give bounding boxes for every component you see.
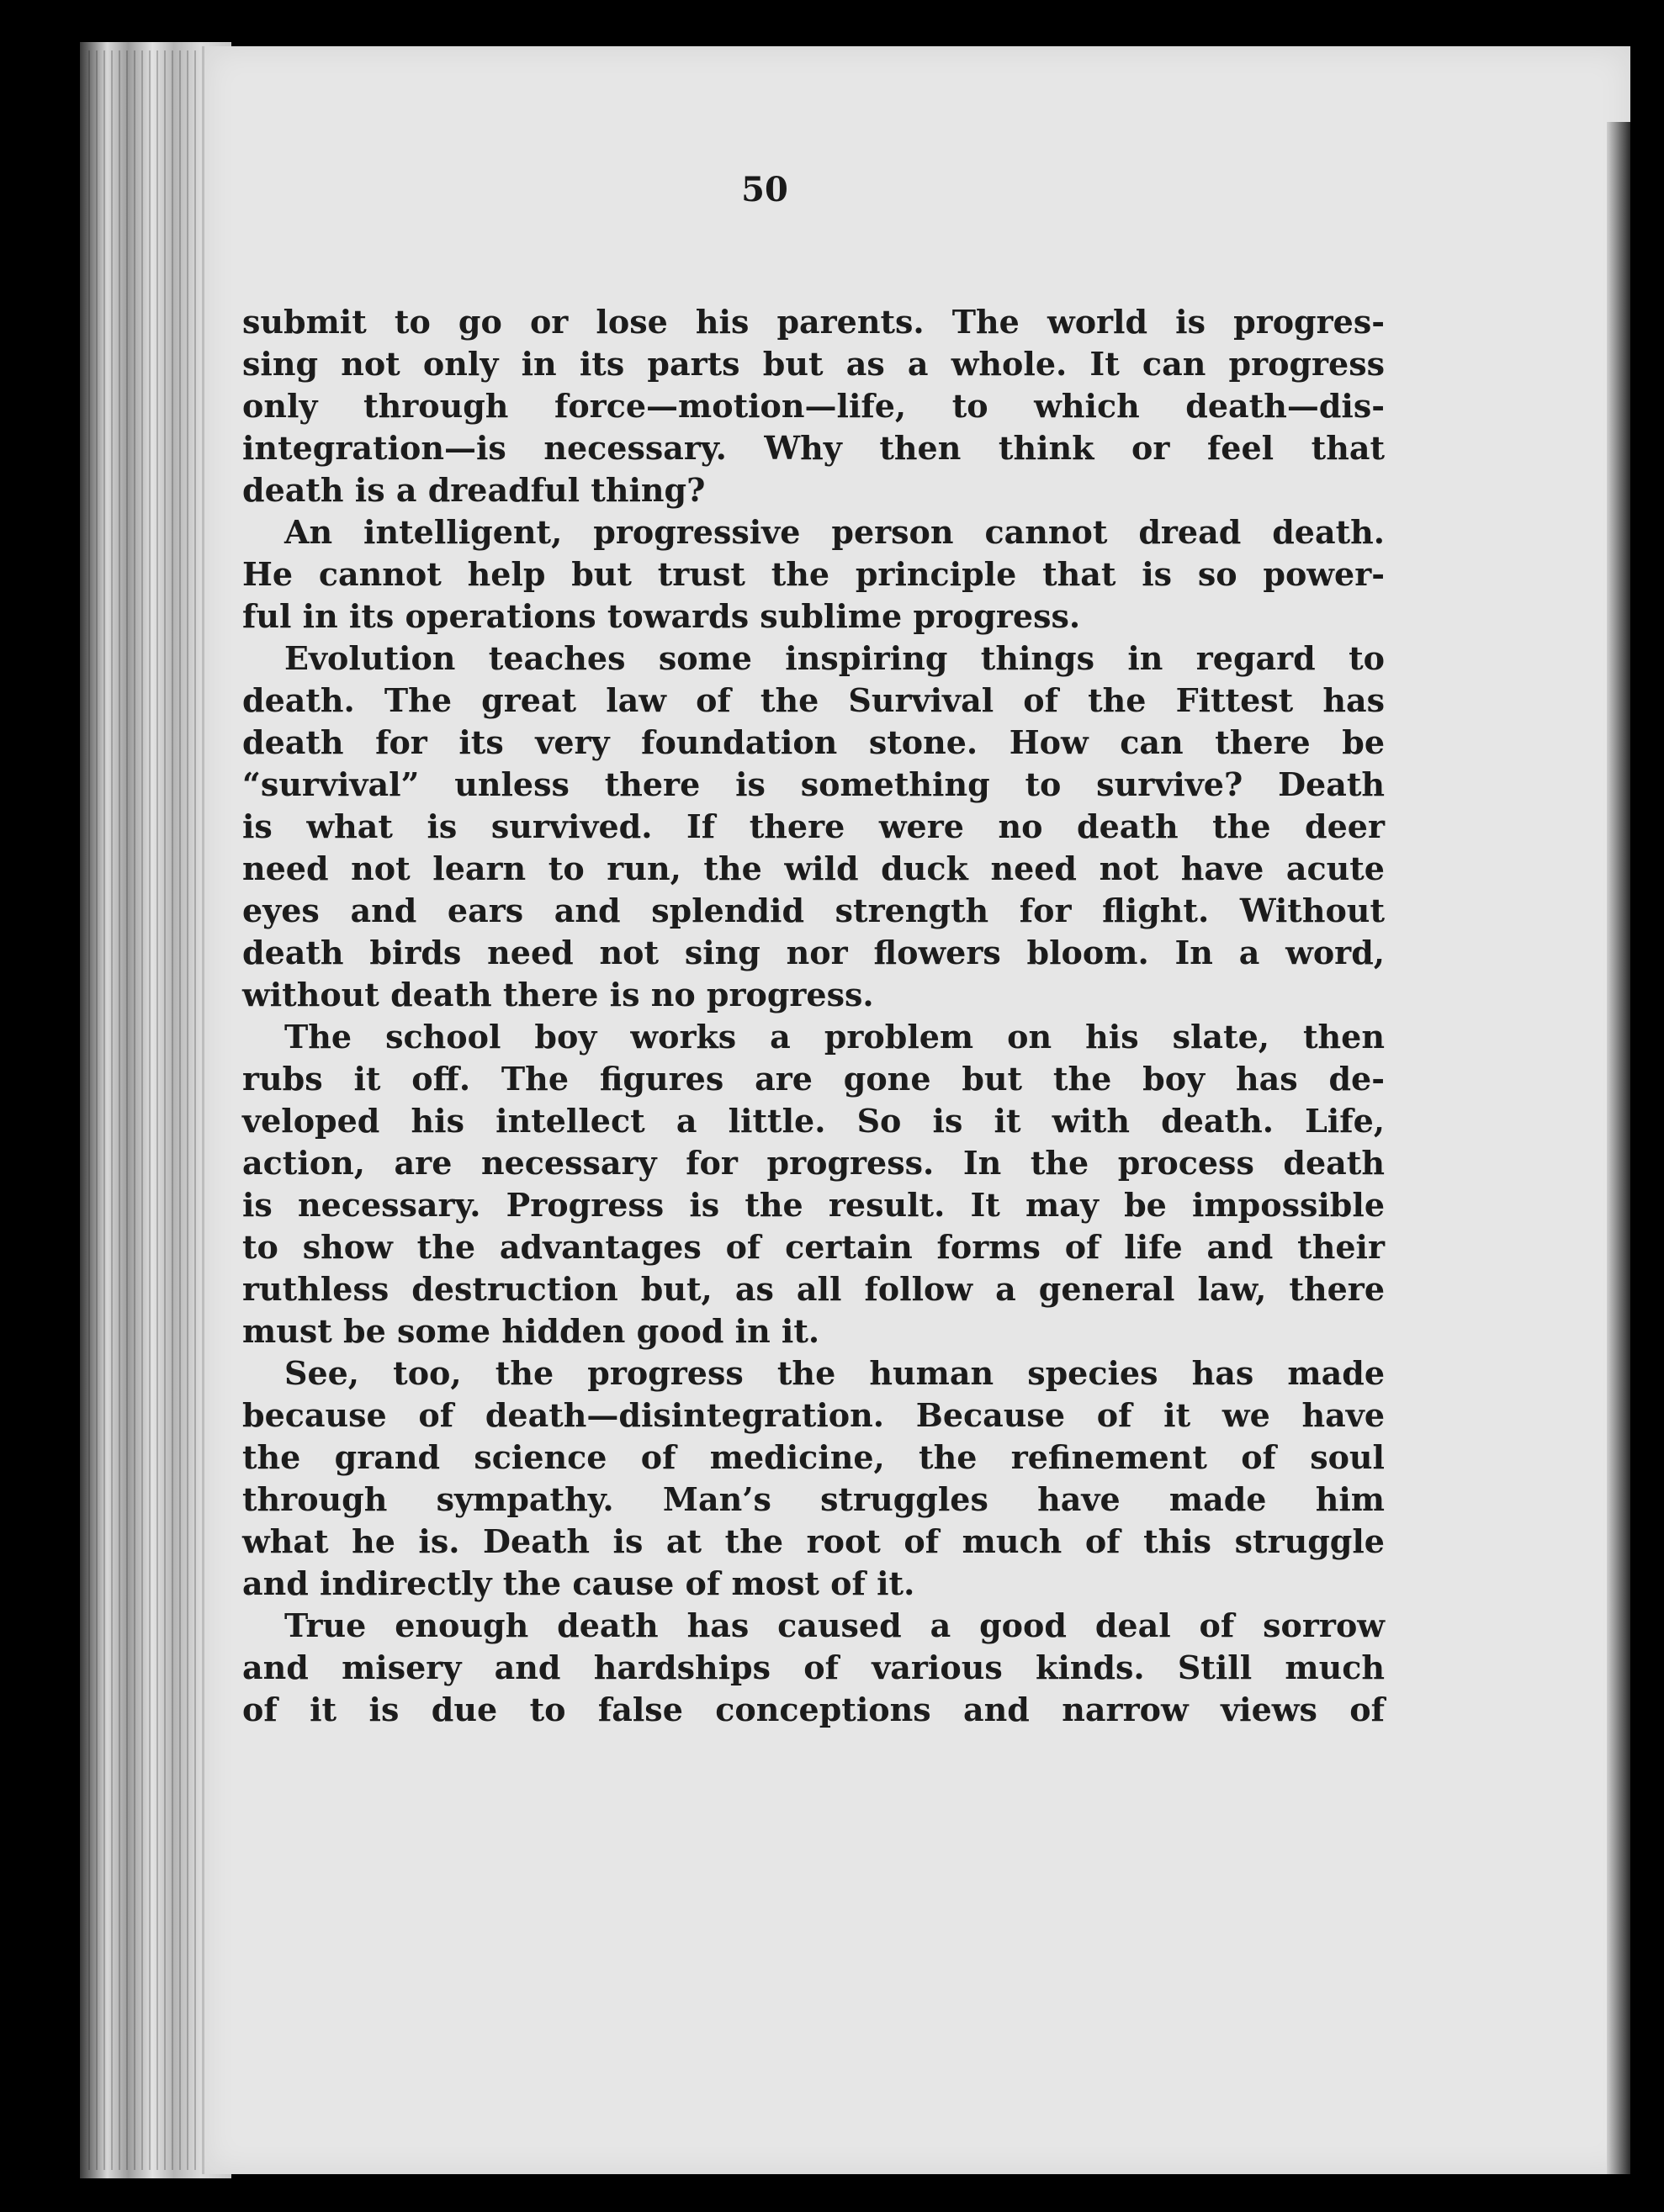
text-line: veloped his intellect a little. So is it with death. Life, xyxy=(242,1102,1385,1140)
text-line: sing not only in its parts but as a whole. It can progress xyxy=(242,345,1385,383)
text-line: is necessary. Progress is the result. It may be impossible xyxy=(242,1186,1385,1224)
paragraph xyxy=(242,1605,1385,1731)
text-line: He cannot help but trust the principle that is so power- xyxy=(242,555,1385,593)
text-line: death for its very foundation stone. How can there be xyxy=(242,723,1385,761)
text-line: and misery and hardships of various kinds. Still much xyxy=(242,1648,1385,1686)
text-line: through sympathy. Man’s struggles have made him xyxy=(242,1480,1385,1518)
text-line: is what is survived. If there were no death the deer xyxy=(242,807,1385,845)
text-line: death. The great law of the Survival of the Fittest has xyxy=(242,681,1385,719)
text-line: “survival” unless there is something to survive? Death xyxy=(242,765,1385,803)
text-line: eyes and ears and splendid strength for flight. Without xyxy=(242,892,1385,929)
text-line: without death there is no progress. xyxy=(242,976,874,1013)
paragraph xyxy=(242,301,1385,511)
paragraph xyxy=(242,1352,1385,1605)
text-line: True enough death has caused a good deal of sorrow xyxy=(284,1606,1385,1644)
page-number: 50 xyxy=(741,170,788,209)
paragraph xyxy=(242,511,1385,638)
text-line: submit to go or lose his parents. The world is progres- xyxy=(242,303,1385,341)
text-line: need not learn to run, the wild duck need not have acute xyxy=(242,849,1385,887)
text-line: rubs it off. The figures are gone but the boy has de- xyxy=(242,1060,1385,1098)
text-line: must be some hidden good in it. xyxy=(242,1312,820,1350)
text-line: ruthless destruction but, as all follow a general law, there xyxy=(242,1270,1385,1308)
text-line: Evolution teaches some inspiring things in regard to xyxy=(284,639,1385,677)
text-line: the grand science of medicine, the refinement of soul xyxy=(242,1438,1385,1476)
text-line: The school boy works a problem on his slate, then xyxy=(284,1018,1385,1056)
paragraph xyxy=(242,638,1385,1016)
text-line: of it is due to false conceptions and narrow views of xyxy=(242,1691,1385,1728)
text-line: An intelligent, progressive person cannot dread death. xyxy=(284,513,1385,551)
page-right-edge xyxy=(1607,122,1630,2174)
text-line: because of death—disintegration. Because of it we have xyxy=(242,1396,1385,1434)
text-line: action, are necessary for progress. In the process death xyxy=(242,1144,1385,1182)
text-line: integration—is necessary. Why then think or feel that xyxy=(242,429,1385,467)
paragraph xyxy=(242,1016,1385,1352)
text-line: and indirectly the cause of most of it. xyxy=(242,1564,915,1602)
text-line: death is a dreadful thing? xyxy=(242,471,706,509)
text-line: what he is. Death is at the root of much of this struggle xyxy=(242,1522,1385,1560)
text-line: death birds need not sing nor flowers bloom. In a word, xyxy=(242,934,1385,971)
text-line: See, too, the progress the human species has made xyxy=(284,1354,1385,1392)
text-line: only through force—motion—life, to which death—dis- xyxy=(242,387,1385,425)
body-text xyxy=(242,301,1385,1731)
text-line: to show the advantages of certain forms of life and their xyxy=(242,1228,1385,1266)
text-line: ful in its operations towards sublime progress. xyxy=(242,597,1081,635)
